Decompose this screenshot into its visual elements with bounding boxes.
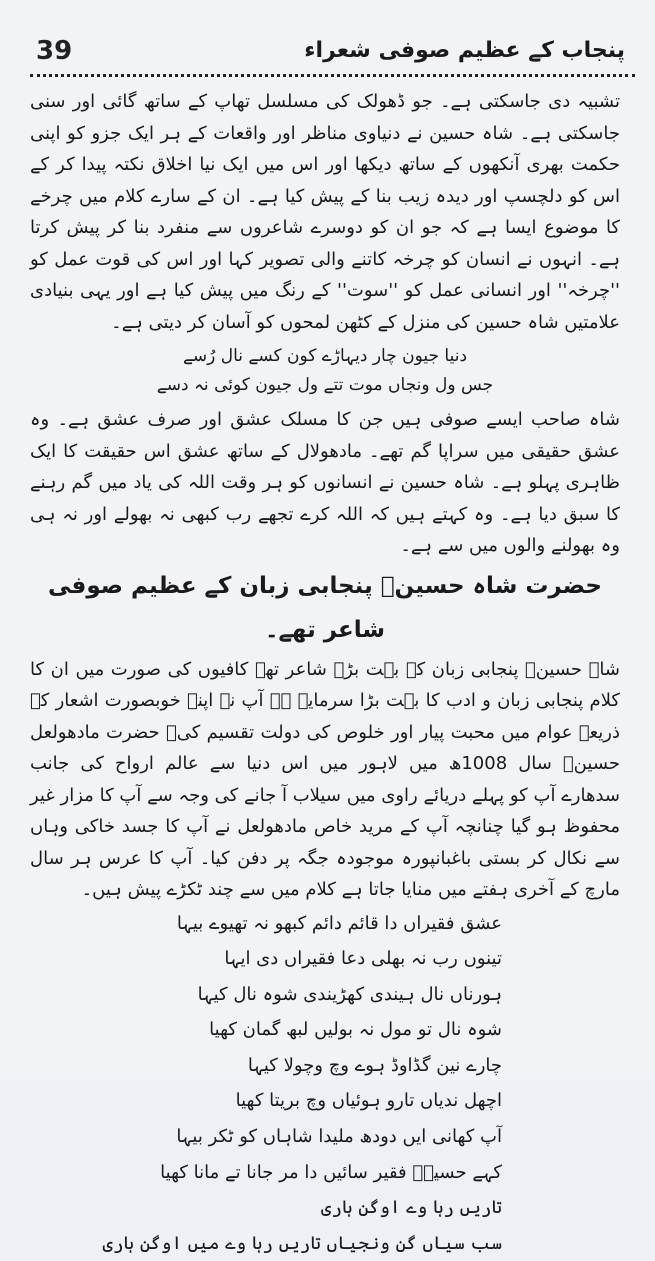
page-body [30, 86, 620, 1261]
poem-line: تاریں رہا وے اوگن ہاری [30, 1190, 502, 1226]
poem-line: شوہ نال تو مول نہ بولیں لبھ گمان کھیا [30, 1012, 502, 1048]
poem-block [30, 906, 620, 1261]
page-number: 39 [36, 36, 72, 66]
poem-line: آپ کھانی ایں دودھ ملیدا شاہاں کو ٹکر بیہا [30, 1119, 502, 1155]
paragraph-biography: شاہ حسینؒ پنجابی زبان کے بہت بڑے شاعر تھے کافیوں کی صورت میں ان کا کلام پنجابی زبان و ادب کا بہت بڑا سرمایہ ہے آپ نے اپنے خوبصورت اشعار کے ذریعہ عوام میں محبت پیار اور خلوص کی دولت تقسیم کی۔ حضرت مادھولعل حسینؒ سال 1008ھ میں لاہور میں اس دنیا سے عالم ارواح کی جانب سدھارے آپ کو پہلے دریائے راوی میں سیلاب آ جانے کی وجہ سے آپ کا مزار غیر محفوظ ہو گیا چنانچہ آپ کے مرید خاص مادھولعل نے آپ کا جسد خاکی وہاں سے نکال کر بستی باغبانپورہ موجودہ جگہ پر دفن کیا۔ آپ کا عرس ہر سال مارچ کے آخری ہفتے میں منایا جاتا ہے کلام میں سے چند ٹکڑے پیش ہیں۔ [30, 654, 620, 906]
paragraph-ishq: شاہ صاحب ایسے صوفی ہیں جن کا مسلک عشق اور صرف عشق ہے۔ وہ عشق حقیقی میں سراپا گم تھے۔ مادھولال کے ساتھ عشق اس حقیقت کا ایک ظاہری پہلو ہے۔ شاہ حسین نے انسانوں کو ہر وقت اللہ کی یاد میں گم رہنے کا سبق دیا ہے۔ وہ کہتے ہیں کہ اللہ کرے تجھے رب کبھی نہ بھولے اور نہ ہی وہ بھولنے والوں میں سے ہے۔ [30, 404, 620, 562]
poem-line: عشق فقیراں دا قائم دائم کبھو نہ تھیوے بیہا [30, 906, 502, 942]
header-divider [30, 74, 635, 77]
verse-line-2: جس ول ونجاں موت تتے ول جیون کوئی نہ دسے [30, 371, 620, 400]
paragraph-charkha: تشبیہ دی جاسکتی ہے۔ جو ڈھولک کی مسلسل تھاپ کے ساتھ گائی اور سنی جاسکتی ہے۔ شاہ حسین نے دنیاوی مناظر اور واقعات کے ہر ایک جزو کو اپنی حکمت بھری آنکھوں کے ساتھ دیکھا اور اس میں ایک نیا اخلاق نکتہ پیدا کر کے اس کو دلچسپ اور دیدہ زیب بنا کے پیش کیا ہے۔ ان کے سارے کلام میں چرخے کا موضوع ایسا ہے کہ جو ان کو دوسرے شاعروں سے منفرد بنا کر پیش کرتا ہے۔ انہوں نے انسان کو چرخہ کاتنے والی تصویر کہا اور اس کی قوت عمل کو ''چرخہ'' اور انسانی عمل کو ''سوت'' کے رنگ میں پیش کیا ہے اور یہی بنیادی علامتیں شاہ حسین کی منزل کے کٹھن لمحوں کو آسان کر دیتی ہے۔ [30, 86, 620, 338]
poem-line: ہورناں نال ہیندی کھڑیندی شوہ نال کیہا [30, 977, 502, 1013]
poem-line: اچھل ندیاں تارو ہوئیاں وچ بریتا کھیا [30, 1083, 502, 1119]
section-heading: حضرت شاہ حسینؒ پنجابی زبان کے عظیم صوفی شاعر تھے۔ [30, 564, 620, 652]
verse-block-1 [30, 342, 620, 400]
poem-line: کہے حسینؒ فقیر سائیں دا مر جانا تے مانا کھیا [30, 1155, 502, 1191]
verse-line-1: دنیا جیون چار دیہاڑے کون کسے نال رُسے [30, 342, 620, 371]
poem-line: چارے نین گڈاوڈ ہوے وچ وچولا کیہا [30, 1048, 502, 1084]
page-header [20, 34, 635, 70]
running-title: پنجاب کے عظیم صوفی شعراء [304, 38, 625, 63]
poem-line: سب سیاں گن ونجیاں تاریں رہا وے میں اوگن ہاری [30, 1226, 502, 1261]
poem-line: تینوں رب نہ بھلی دعا فقیراں دی ایہا [30, 941, 502, 977]
